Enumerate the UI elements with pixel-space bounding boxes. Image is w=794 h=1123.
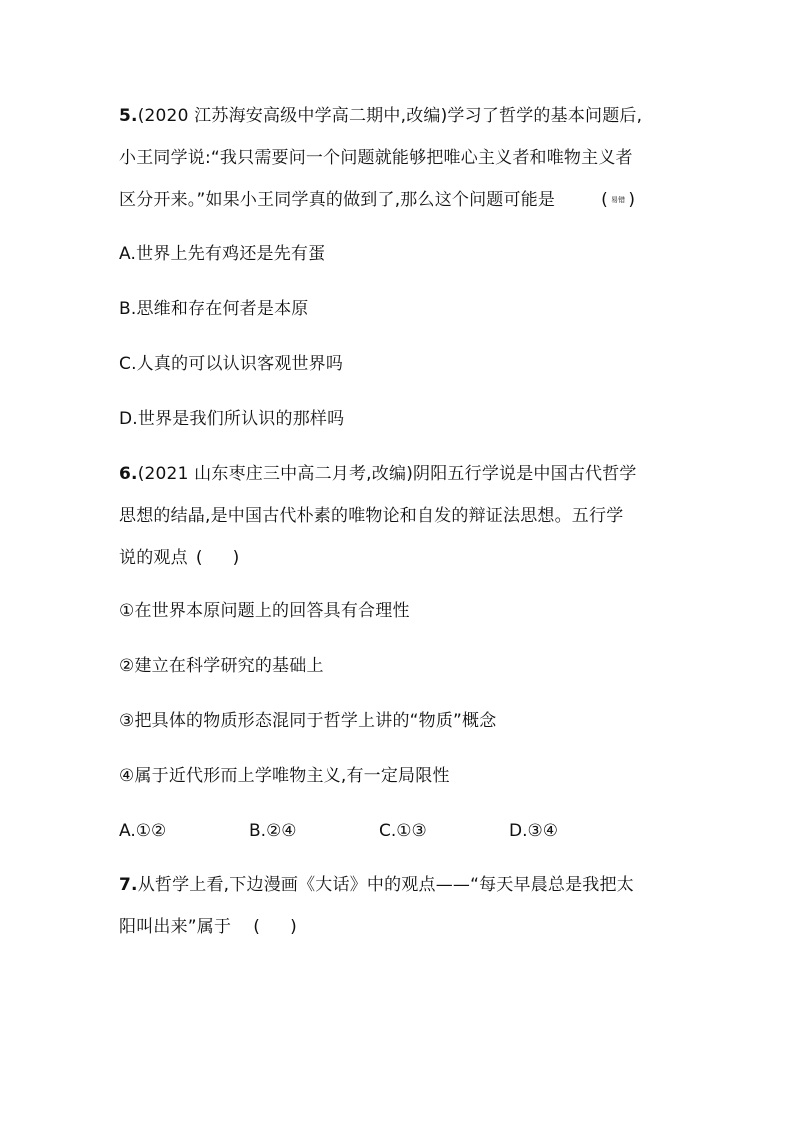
q6-line-3 — [119, 546, 240, 570]
q7-line-1 — [119, 873, 634, 897]
q5-number: 5. — [119, 106, 138, 126]
q7-line-2 — [119, 915, 297, 939]
q7-text-line-2: 阳叫出来”属于 — [119, 917, 232, 937]
q6-statement-4: ④属于近代形而上学唯物主义,有一定局限性 — [119, 766, 450, 786]
q5-line-2: 小王同学说:“我只需要问一个问题就能够把唯心主义者和唯物主义者 — [119, 148, 633, 168]
q5-option-c: C.人真的可以认识客观世界吗 — [119, 354, 344, 374]
q5-option-b: B.思维和存在何者是本原 — [119, 299, 309, 319]
q6-option-b: B.②④ — [249, 821, 297, 841]
q5-text-line-3: 区分开来。”如果小王同学真的做到了,那么这个问题可能是 — [119, 190, 556, 210]
q6-answer-paren-close: ) — [232, 548, 240, 568]
q5-answer-paren-open: ( — [601, 190, 608, 210]
q5-line-3 — [119, 188, 635, 212]
q5-line-1 — [119, 104, 642, 128]
q6-text-line-3: 说的观点 — [119, 548, 188, 568]
q5-answer-paren-close: ) — [628, 190, 636, 210]
q6-number: 6. — [119, 464, 138, 484]
q5-option-d: D.世界是我们所认识的那样吗 — [119, 409, 345, 429]
q6-line-1 — [119, 462, 637, 486]
q5-option-a: A.世界上先有鸡还是先有蛋 — [119, 244, 326, 264]
q7-answer-paren-close: ) — [290, 917, 297, 937]
q5-text-line-1: (2020 江苏海安高级中学高二期中,改编)学习了哲学的基本问题后, — [137, 106, 643, 126]
q6-statement-1: ①在世界本原问题上的回答具有合理性 — [119, 601, 410, 621]
q6-statement-2: ②建立在科学研究的基础上 — [119, 656, 324, 676]
q6-option-a: A.①② — [119, 821, 167, 841]
q6-statement-3: ③把具体的物质形态混同于哲学上讲的“物质”概念 — [119, 711, 497, 731]
q5-difficulty-tag: 易错 — [610, 196, 626, 204]
q6-line-2: 思想的结晶,是中国古代朴素的唯物论和自发的辩证法思想。五行学 — [119, 506, 624, 526]
q7-answer-paren-open: ( — [253, 917, 261, 937]
q7-number: 7. — [119, 875, 138, 895]
q6-option-d: D.③④ — [509, 821, 558, 841]
q6-option-c: C.①③ — [379, 821, 427, 841]
q6-answer-paren-open: ( — [195, 548, 203, 568]
q6-text-line-1: (2021 山东枣庄三中高二月考,改编)阴阳五行学说是中国古代哲学 — [137, 464, 637, 484]
q7-text-line-1: 从哲学上看,下边漫画《大话》中的观点——“每天早晨总是我把太 — [137, 875, 634, 895]
